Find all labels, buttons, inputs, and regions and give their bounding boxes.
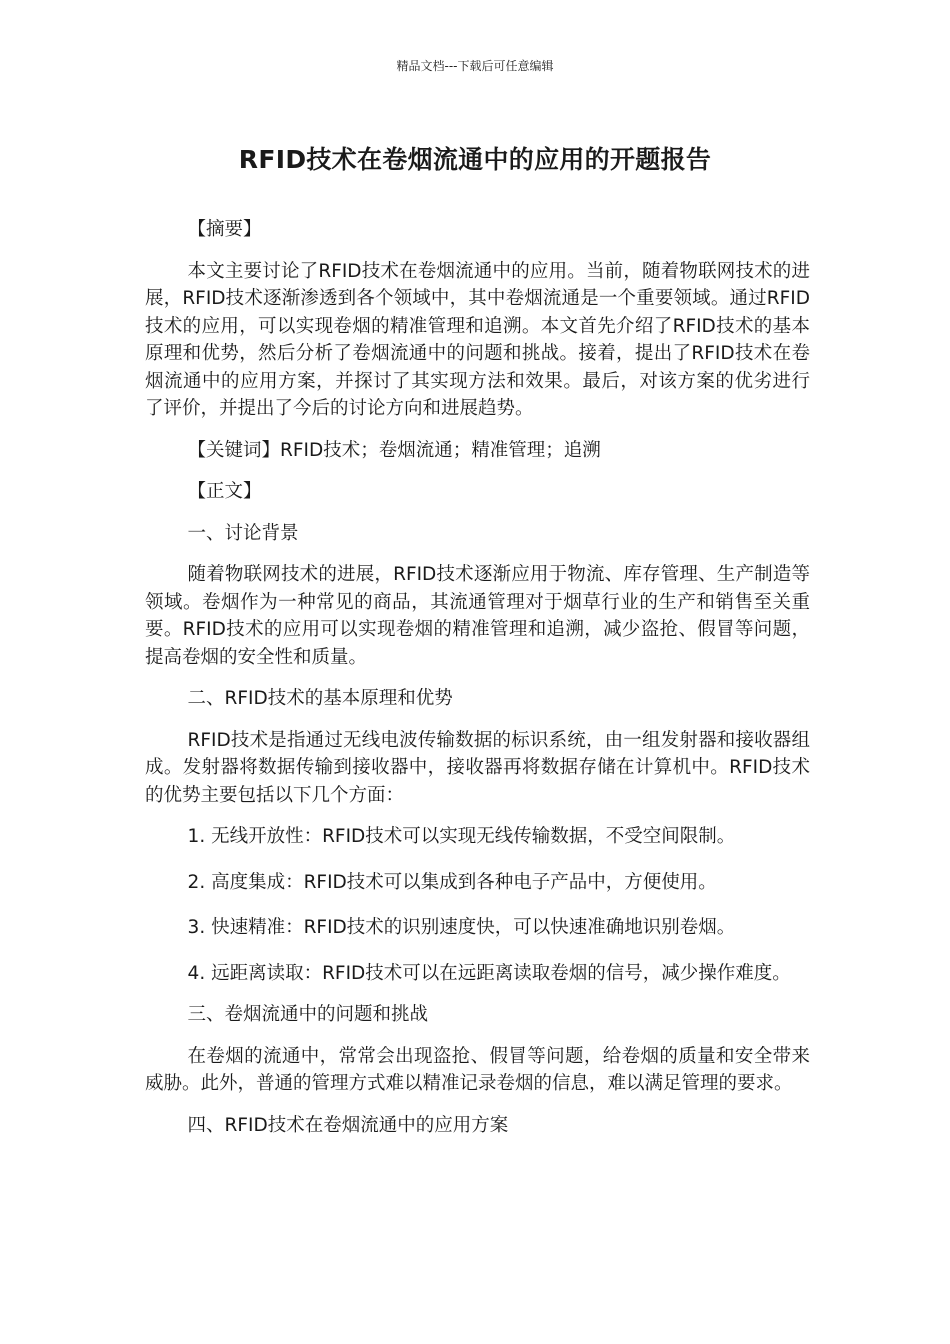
list-item-2: 2. 高度集成：RFID技术可以集成到各种电子产品中，方便使用。 (187, 871, 717, 893)
section-heading-2: 二、RFID技术的基本原理和优势 (187, 688, 453, 709)
section-heading-4: 四、RFID技术在卷烟流通中的应用方案 (187, 1114, 509, 1136)
body-heading: 【正文】 (187, 481, 262, 502)
list-item-1: 1. 无线开放性：RFID技术可以实现无线传输数据，不受空间限制。 (187, 826, 736, 847)
section-heading-1: 一、讨论背景 (187, 522, 299, 544)
document-body (145, 216, 810, 1153)
document-title: RFID技术在卷烟流通中的应用的开题报告 (238, 145, 712, 174)
section-3-text: 在卷烟的流通中，常常会出现盗抢、假冒等问题，给卷烟的质量和安全带来威胁。此外，普通的管理方式难以精准记录卷烟的信息，难以满足管理的要求。 (145, 1045, 810, 1094)
section-1-text: 随着物联网技术的进展，RFID技术逐渐应用于物流、库存管理、生产制造等领域。卷烟作为一种常见的商品，其流通管理对于烟草行业的生产和销售至关重要。RFID技术的应用可以实现卷烟的精准管理和追溯，减少盗抢、假冒等问题，提高卷烟的安全性和质量。 (145, 564, 810, 668)
section-2-text: RFID技术是指通过无线电波传输数据的标识系统，由一组发射器和接收器组成。发射器将数据传输到接收器中，接收器再将数据存储在计算机中。RFID技术的优势主要包括以下几个方面： (145, 729, 810, 806)
keywords: 【关键词】RFID技术；卷烟流通；精准管理；追溯 (187, 439, 601, 461)
abstract-heading: 【摘要】 (187, 219, 262, 240)
abstract-text: 本文主要讨论了RFID技术在卷烟流通中的应用。当前，随着物联网技术的进展，RFID技术逐渐渗透到各个领域中，其中卷烟流通是一个重要领域。通过RFID技术的应用，可以实现卷烟的精准管理和追溯。本文首先介绍了RFID技术的基本原理和优势，然后分析了卷烟流通中的问题和挑战。接着，提出了RFID技术在卷烟流通中的应用方案，并探讨了其实现方法和效果。最后，对该方案的优劣进行了评价，并提出了今后的讨论方向和进展趋势。 (145, 260, 810, 419)
list-item-3: 3. 快速精准：RFID技术的识别速度快，可以快速准确地识别卷烟。 (187, 917, 736, 938)
section-heading-3: 三、卷烟流通中的问题和挑战 (187, 1004, 429, 1025)
page-header: 精品文档---下载后可任意编辑 (396, 59, 554, 73)
list-item-4: 4. 远距离读取：RFID技术可以在远距离读取卷烟的信号，减少操作难度。 (187, 962, 791, 984)
